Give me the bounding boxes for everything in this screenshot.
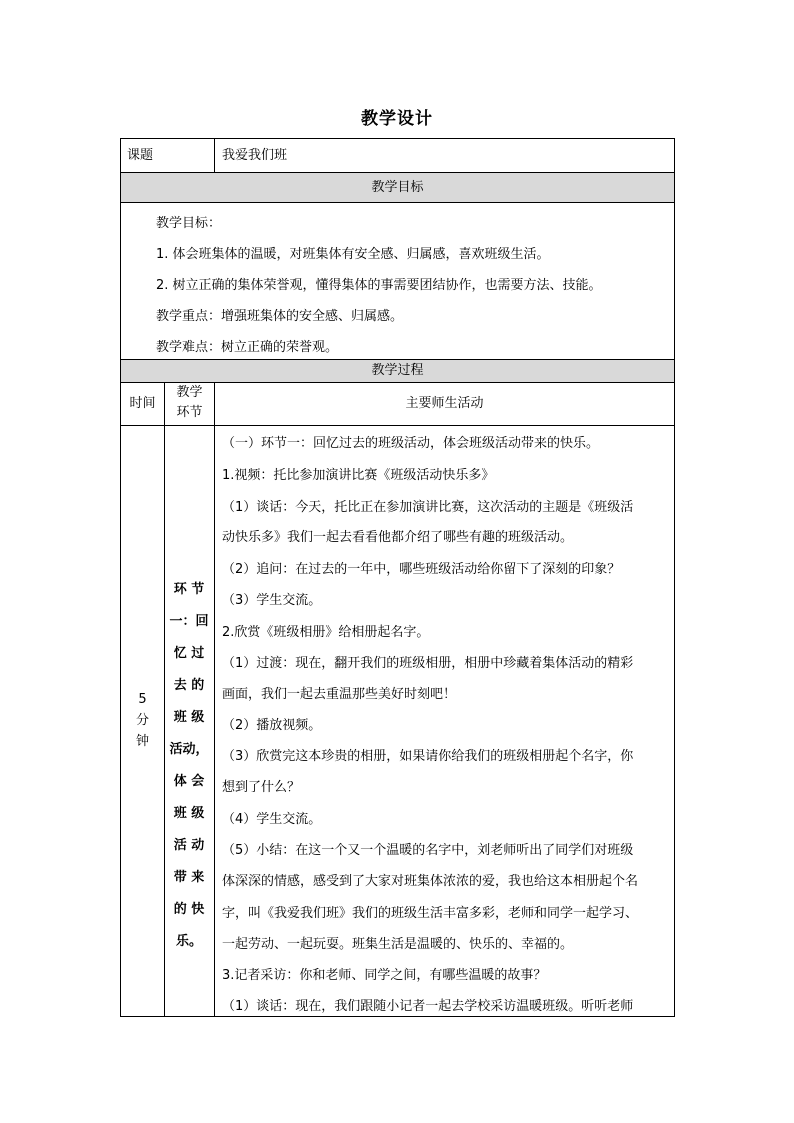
activity-line: （1）谈话：今天，托比正在参加演讲比赛，这次活动的主题是《班级活 — [222, 500, 634, 515]
row-divider — [120, 172, 675, 173]
activity-line: （5）小结：在这一个又一个温暖的名字中，刘老师听出了同学们对班级 — [222, 843, 634, 858]
stage-text-row: 去 的 — [173, 678, 205, 693]
column-header-stage-line1: 教学 — [176, 385, 203, 400]
activity-line: 体深深的情感，感受到了大家对班集体浓浓的爱，我也给这本相册起个名 — [222, 874, 639, 889]
activity-line: 2.欣赏《班级相册》给相册起名字。 — [222, 625, 430, 640]
table-border-left — [120, 138, 121, 1017]
activity-line: （1）过渡：现在，翻开我们的班级相册，相册中珍藏着集体活动的精彩 — [222, 656, 634, 671]
activity-line: 1.视频：托比参加演讲比赛《班级活动快乐多》 — [222, 468, 495, 483]
activity-line: 一起劳动、一起玩耍。班集生活是温暖的、快乐的、幸福的。 — [222, 937, 574, 952]
goals-line: 1. 体会班集体的温暖，对班集体有安全感、归属感，喜欢班级生活。 — [156, 247, 550, 262]
table-border-bottom — [120, 1016, 675, 1017]
stage-text — [166, 574, 212, 958]
column-header-time: 时间 — [129, 396, 156, 411]
column-header-stage-line2: 环节 — [176, 405, 203, 420]
activity-line: 想到了什么？ — [222, 780, 301, 795]
time-char: 5 — [138, 692, 147, 707]
row-divider — [120, 382, 675, 383]
goals-line: 教学目标： — [156, 216, 222, 231]
row-divider — [120, 359, 675, 360]
activity-line: 字，叫《我爱我们班》我们的班级生活丰富多彩，老师和同学一起学习、 — [222, 906, 639, 921]
stage-text-row: 一：回 — [169, 614, 209, 629]
time-char: 钟 — [135, 734, 149, 749]
stage-text-row: 班 级 — [173, 806, 205, 821]
stage-text-row: 忆 过 — [173, 646, 205, 661]
row-divider — [120, 202, 675, 203]
row-divider — [120, 425, 675, 426]
column-header-activity: 主要师生活动 — [405, 396, 484, 411]
table-border-right — [674, 138, 675, 1017]
table-border-top — [120, 138, 675, 139]
activity-line: （3）欣赏完这本珍贵的相册，如果请你给我们的班级相册起个名字，你 — [222, 749, 634, 764]
activity-line: 画面，我们一起去重温那些美好时刻吧！ — [222, 687, 457, 702]
stage-text-row: 体 会 — [173, 774, 205, 789]
activity-line: （2）追问：在过去的一年中，哪些班级活动给你留下了深刻的印象？ — [222, 562, 621, 577]
stage-text-row: 乐。 — [175, 934, 202, 949]
stage-text-row: 活动， — [169, 742, 209, 757]
topic-label: 课题 — [127, 148, 154, 163]
goals-line: 教学重点：增强班集体的安全感、归属感。 — [156, 309, 404, 324]
activity-line: （4）学生交流。 — [222, 812, 322, 827]
col-divider — [164, 382, 165, 1017]
activity-line: 3.记者采访：你和老师、同学之间，有哪些温暖的故事？ — [222, 968, 547, 983]
document-title: 教学设计 — [361, 109, 433, 129]
stage-text-row: 班 级 — [173, 710, 205, 725]
activity-line: （一）环节一：回忆过去的班级活动，体会班级活动带来的快乐。 — [222, 436, 600, 451]
stage-text-row: 的 快 — [173, 902, 205, 917]
activity-line: （2）播放视频。 — [222, 718, 322, 733]
goals-line: 教学难点：树立正确的荣誉观。 — [156, 340, 339, 355]
goals-heading: 教学目标 — [371, 180, 424, 195]
time-char: 分 — [135, 713, 149, 728]
stage-text-row: 环 节 — [173, 582, 205, 597]
process-heading: 教学过程 — [371, 363, 424, 378]
activity-line: （1）谈话：现在，我们跟随小记者一起去学校采访温暖班级。听听老师 — [222, 999, 634, 1014]
stage-text-row: 带 来 — [173, 870, 205, 885]
activity-line: （3）学生交流。 — [222, 593, 322, 608]
activity-line: 动快乐多》我们一起去看看他都介绍了哪些有趣的班级活动。 — [222, 530, 574, 545]
col-divider — [214, 382, 215, 1017]
goals-line: 2. 树立正确的集体荣誉观，懂得集体的事需要团结协作，也需要方法、技能。 — [156, 278, 602, 293]
topic-value: 我爱我们班 — [222, 148, 288, 163]
col-divider — [214, 138, 215, 173]
stage-text-row: 活 动 — [173, 838, 205, 853]
